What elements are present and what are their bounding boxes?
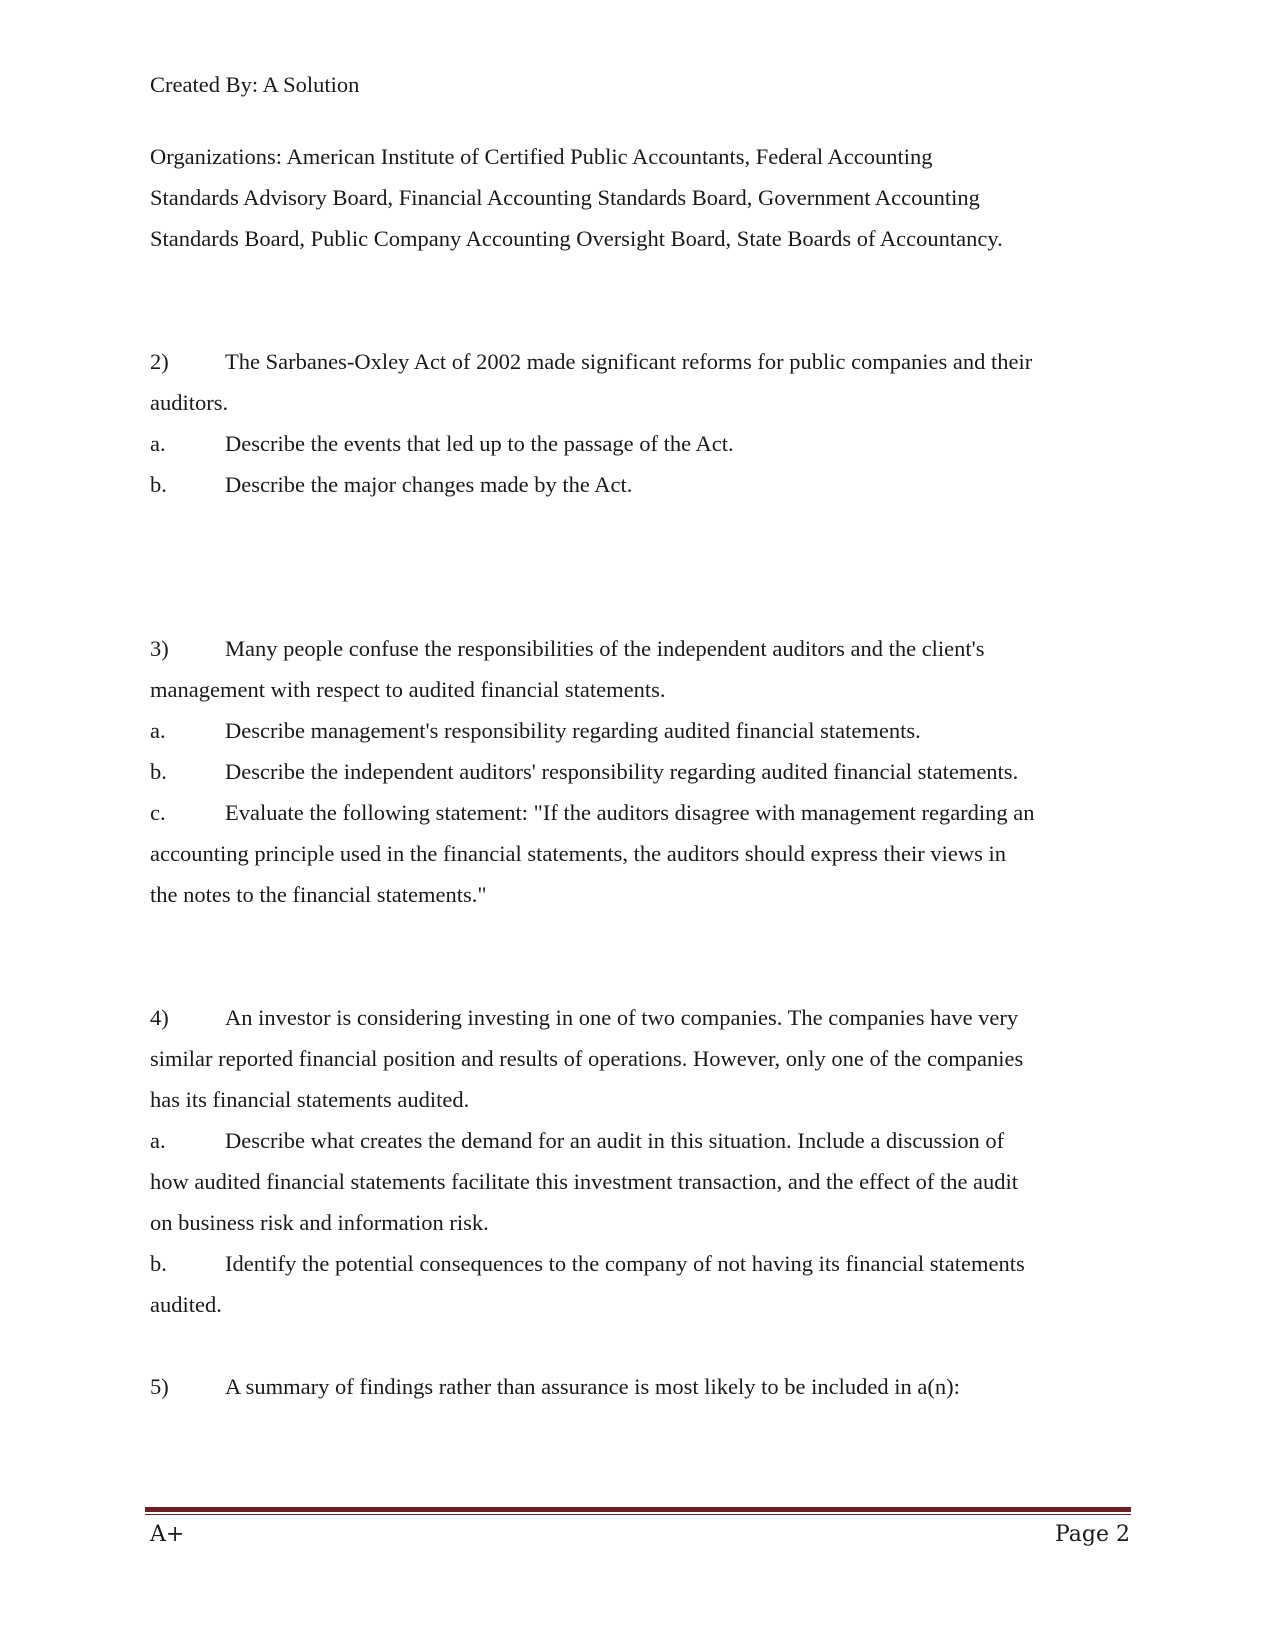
question-3-item-b bbox=[150, 758, 1130, 786]
footer-page-number: Page 2 bbox=[1054, 1522, 1130, 1547]
question-2 bbox=[150, 348, 1130, 376]
question-5 bbox=[150, 1373, 1130, 1401]
question-3-item-a bbox=[150, 717, 1130, 745]
question-4-item-a bbox=[150, 1127, 1130, 1155]
organizations-line-3: Standards Board, Public Company Accounting Oversight Board, State Boards of Accountancy. bbox=[150, 226, 1003, 251]
question-3-b-marker: b. bbox=[150, 759, 167, 784]
question-3-a-marker: a. bbox=[150, 718, 166, 743]
footer-rule-thin bbox=[145, 1514, 1131, 1515]
question-2-item-a bbox=[150, 430, 1130, 458]
question-4-text-line-1: An investor is considering investing in one of two companies. The companies have very bbox=[225, 1005, 1019, 1030]
question-4-item-b bbox=[150, 1250, 1130, 1278]
question-3-number: 3) bbox=[150, 636, 169, 661]
question-2-a-text: Describe the events that led up to the passage of the Act. bbox=[225, 431, 734, 456]
question-4-text-line-2: similar reported financial position and results of operations. However, only one of the companies bbox=[150, 1046, 1024, 1071]
question-3-b-text: Describe the independent auditors' responsibility regarding audited financial statements. bbox=[225, 759, 1019, 784]
organizations-line-2: Standards Advisory Board, Financial Accounting Standards Board, Government Accounting bbox=[150, 185, 980, 210]
question-2-text-line-1: The Sarbanes-Oxley Act of 2002 made significant reforms for public companies and their bbox=[225, 349, 1033, 374]
question-5-text: A summary of findings rather than assurance is most likely to be included in a(n): bbox=[225, 1374, 960, 1399]
question-4-number: 4) bbox=[150, 1005, 169, 1030]
question-3-c-marker: c. bbox=[150, 800, 166, 825]
question-3-item-c bbox=[150, 799, 1130, 827]
question-4-a-text-line-2: how audited financial statements facilitate this investment transaction, and the effect of the audit bbox=[150, 1169, 1019, 1194]
question-4-text-line-3: has its financial statements audited. bbox=[150, 1087, 470, 1112]
question-2-text-line-2: auditors. bbox=[150, 390, 229, 415]
question-5-number: 5) bbox=[150, 1374, 169, 1399]
footer-rule bbox=[145, 1507, 1131, 1512]
question-2-b-text: Describe the major changes made by the Act. bbox=[225, 472, 633, 497]
question-4-a-text-line-1: Describe what creates the demand for an audit in this situation. Include a discussion of bbox=[225, 1128, 1005, 1153]
question-4-b-text-line-2: audited. bbox=[150, 1292, 222, 1317]
organizations-line-1: Organizations: American Institute of Certified Public Accountants, Federal Accounting bbox=[150, 144, 933, 169]
question-3-c-text-line-2: accounting principle used in the financial statements, the auditors should express their views in bbox=[150, 841, 1007, 866]
created-by-line: Created By: A Solution bbox=[150, 72, 360, 97]
question-3-text-line-2: management with respect to audited financial statements. bbox=[150, 677, 666, 702]
question-4-b-marker: b. bbox=[150, 1251, 167, 1276]
question-3-text-line-1: Many people confuse the responsibilities of the independent auditors and the client's bbox=[225, 636, 985, 661]
question-4-a-text-line-3: on business risk and information risk. bbox=[150, 1210, 489, 1235]
question-3-c-text-line-1: Evaluate the following statement: "If the auditors disagree with management regarding an bbox=[225, 800, 1035, 825]
question-3-c-text-line-3: the notes to the financial statements." bbox=[150, 882, 487, 907]
question-2-b-marker: b. bbox=[150, 472, 167, 497]
question-3 bbox=[150, 635, 1130, 663]
question-2-a-marker: a. bbox=[150, 431, 166, 456]
question-4 bbox=[150, 1004, 1130, 1032]
question-4-b-text-line-1: Identify the potential consequences to the company of not having its financial statements bbox=[225, 1251, 1025, 1276]
question-2-item-b bbox=[150, 471, 1130, 499]
question-2-number: 2) bbox=[150, 349, 169, 374]
question-4-a-marker: a. bbox=[150, 1128, 166, 1153]
footer-left-text: A+ bbox=[150, 1522, 185, 1547]
question-3-a-text: Describe management's responsibility regarding audited financial statements. bbox=[225, 718, 921, 743]
